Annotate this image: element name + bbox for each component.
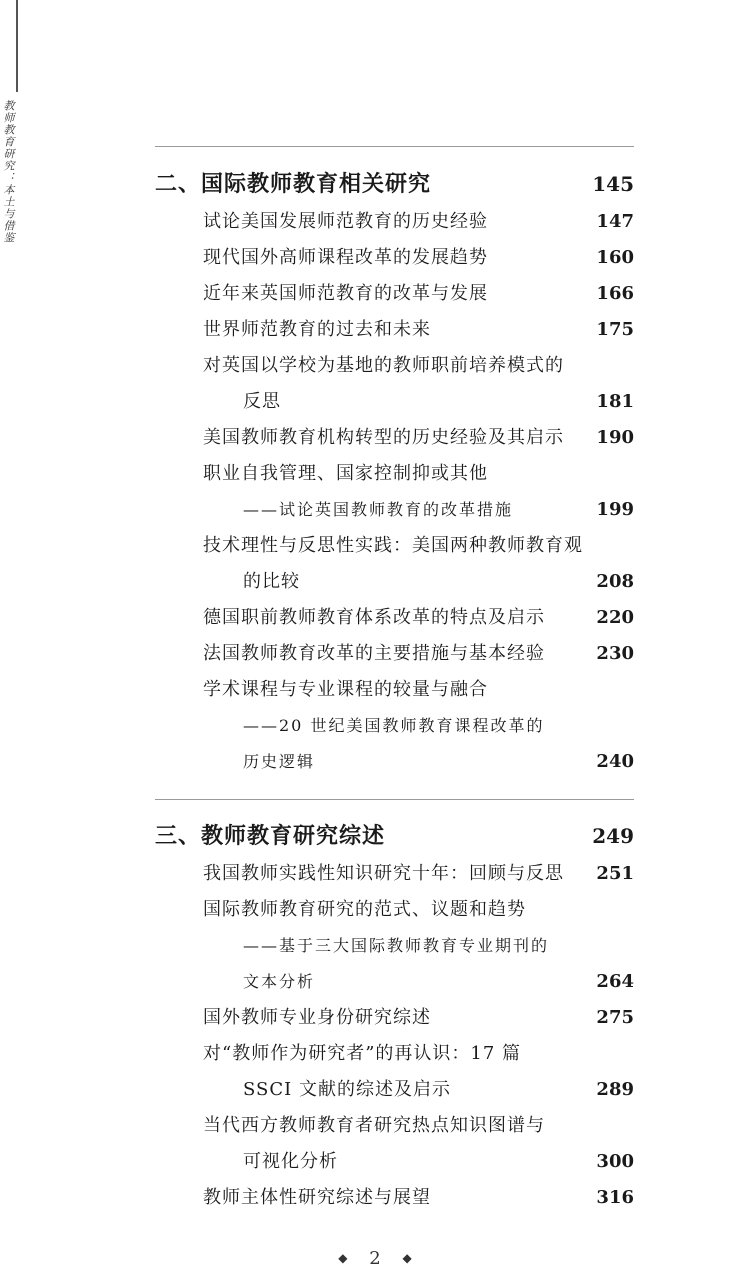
entry-page-number: 240 [596,751,634,772]
toc-entry [0,312,750,348]
entry-page-number: 275 [596,1007,634,1028]
entry-title-line: 对“教师作为研究者”的再认识：17 篇 [203,1043,522,1064]
entry-title-line: 国外教师专业身份研究综述 [203,1007,431,1028]
entry-title-line: ——试论英国教师教育的改革措施 [243,500,514,519]
toc-entry-continuation [0,384,750,420]
entry-title-line: SSCI 文献的综述及启示 [243,1079,451,1100]
toc-entry-continuation [0,1144,750,1180]
entry-title-line: 教师主体性研究综述与展望 [203,1187,431,1208]
section-title: 二、国际教师教育相关研究 [155,171,432,197]
toc-entry-continuation [0,1072,750,1108]
entry-page-number: 316 [596,1187,634,1208]
toc-entry [0,204,750,240]
toc-entry-continuation [0,964,750,1000]
running-header-vertical: 教师教育研究：本土与借鉴 [2,100,15,244]
entry-page-number: 300 [596,1151,634,1172]
section-page-number: 249 [592,824,634,848]
toc-entry-continuation [0,708,750,744]
toc-entry-continuation [0,744,750,780]
entry-title-line: 法国教师教育改革的主要措施与基本经验 [203,643,545,664]
entry-title-line: ——20 世纪美国教师教育课程改革的 [243,716,545,735]
toc-entry-continuation [0,928,750,964]
toc-entry [0,240,750,276]
toc-section-heading [0,818,750,854]
entry-page-number: 264 [596,971,634,992]
entry-page-number: 199 [596,499,634,520]
entry-title-line: 我国教师实践性知识研究十年：回顾与反思 [203,863,564,884]
entry-page-number: 251 [596,863,634,884]
entry-page-number: 208 [596,571,634,592]
toc-entry-continuation [0,564,750,600]
section-page-number: 145 [592,172,634,196]
entry-title-line: 对英国以学校为基地的教师职前培养模式的 [203,355,564,376]
toc-entry [0,892,750,928]
entry-page-number: 175 [596,319,634,340]
entry-title-line: 文本分析 [243,972,316,991]
entry-title-line: 历史逻辑 [243,752,316,771]
entry-title-line: 职业自我管理、国家控制抑或其他 [203,463,488,484]
toc-entry [0,672,750,708]
entry-page-number: 166 [596,283,634,304]
toc-entry [0,1108,750,1144]
entry-title-line: 当代西方教师教育者研究热点知识图谱与 [203,1115,545,1136]
page-footer [0,1248,750,1269]
entry-title-line: 德国职前教师教育体系改革的特点及启示 [203,607,545,628]
diamond-ornament-left: ◆ [338,1251,348,1265]
entry-title-line: 学术课程与专业课程的较量与融合 [203,679,488,700]
entry-page-number: 289 [596,1079,634,1100]
entry-title-line: 可视化分析 [243,1151,338,1172]
entry-title-line: 技术理性与反思性实践：美国两种教师教育观 [203,535,583,556]
entry-page-number: 147 [596,211,634,232]
entry-title-line: 国际教师教育研究的范式、议题和趋势 [203,899,526,920]
entry-title-line: 反思 [243,391,281,412]
entry-page-number: 190 [596,427,634,448]
toc-entry [0,456,750,492]
section-title: 三、教师教育研究综述 [155,823,386,849]
entry-title-line: 世界师范教育的过去和未来 [203,319,431,340]
entry-page-number: 230 [596,643,634,664]
toc-entry [0,600,750,636]
entry-page-number: 160 [596,247,634,268]
toc-entry [0,1180,750,1216]
diamond-ornament-right: ◆ [402,1251,412,1265]
section-divider [155,146,634,147]
entry-page-number: 181 [596,391,634,412]
entry-title-line: 美国教师教育机构转型的历史经验及其启示 [203,427,564,448]
toc-entry [0,276,750,312]
toc-entry [0,636,750,672]
toc-entry [0,528,750,564]
entry-title-line: ——基于三大国际教师教育专业期刊的 [243,936,550,955]
entry-title-line: 试论美国发展师范教育的历史经验 [203,211,488,232]
toc-entry [0,420,750,456]
toc-entry-continuation [0,492,750,528]
entry-title-line: 的比较 [243,571,300,592]
toc-section-heading [0,166,750,202]
toc-entry [0,856,750,892]
section-divider [155,799,634,800]
toc-entry [0,1036,750,1072]
spine-rule [0,0,18,92]
toc-entry [0,348,750,384]
entry-title-line: 现代国外高师课程改革的发展趋势 [203,247,488,268]
entry-page-number: 220 [596,607,634,628]
entry-title-line: 近年来英国师范教育的改革与发展 [203,283,488,304]
page-number: 2 [369,1248,381,1269]
toc-entry [0,1000,750,1036]
